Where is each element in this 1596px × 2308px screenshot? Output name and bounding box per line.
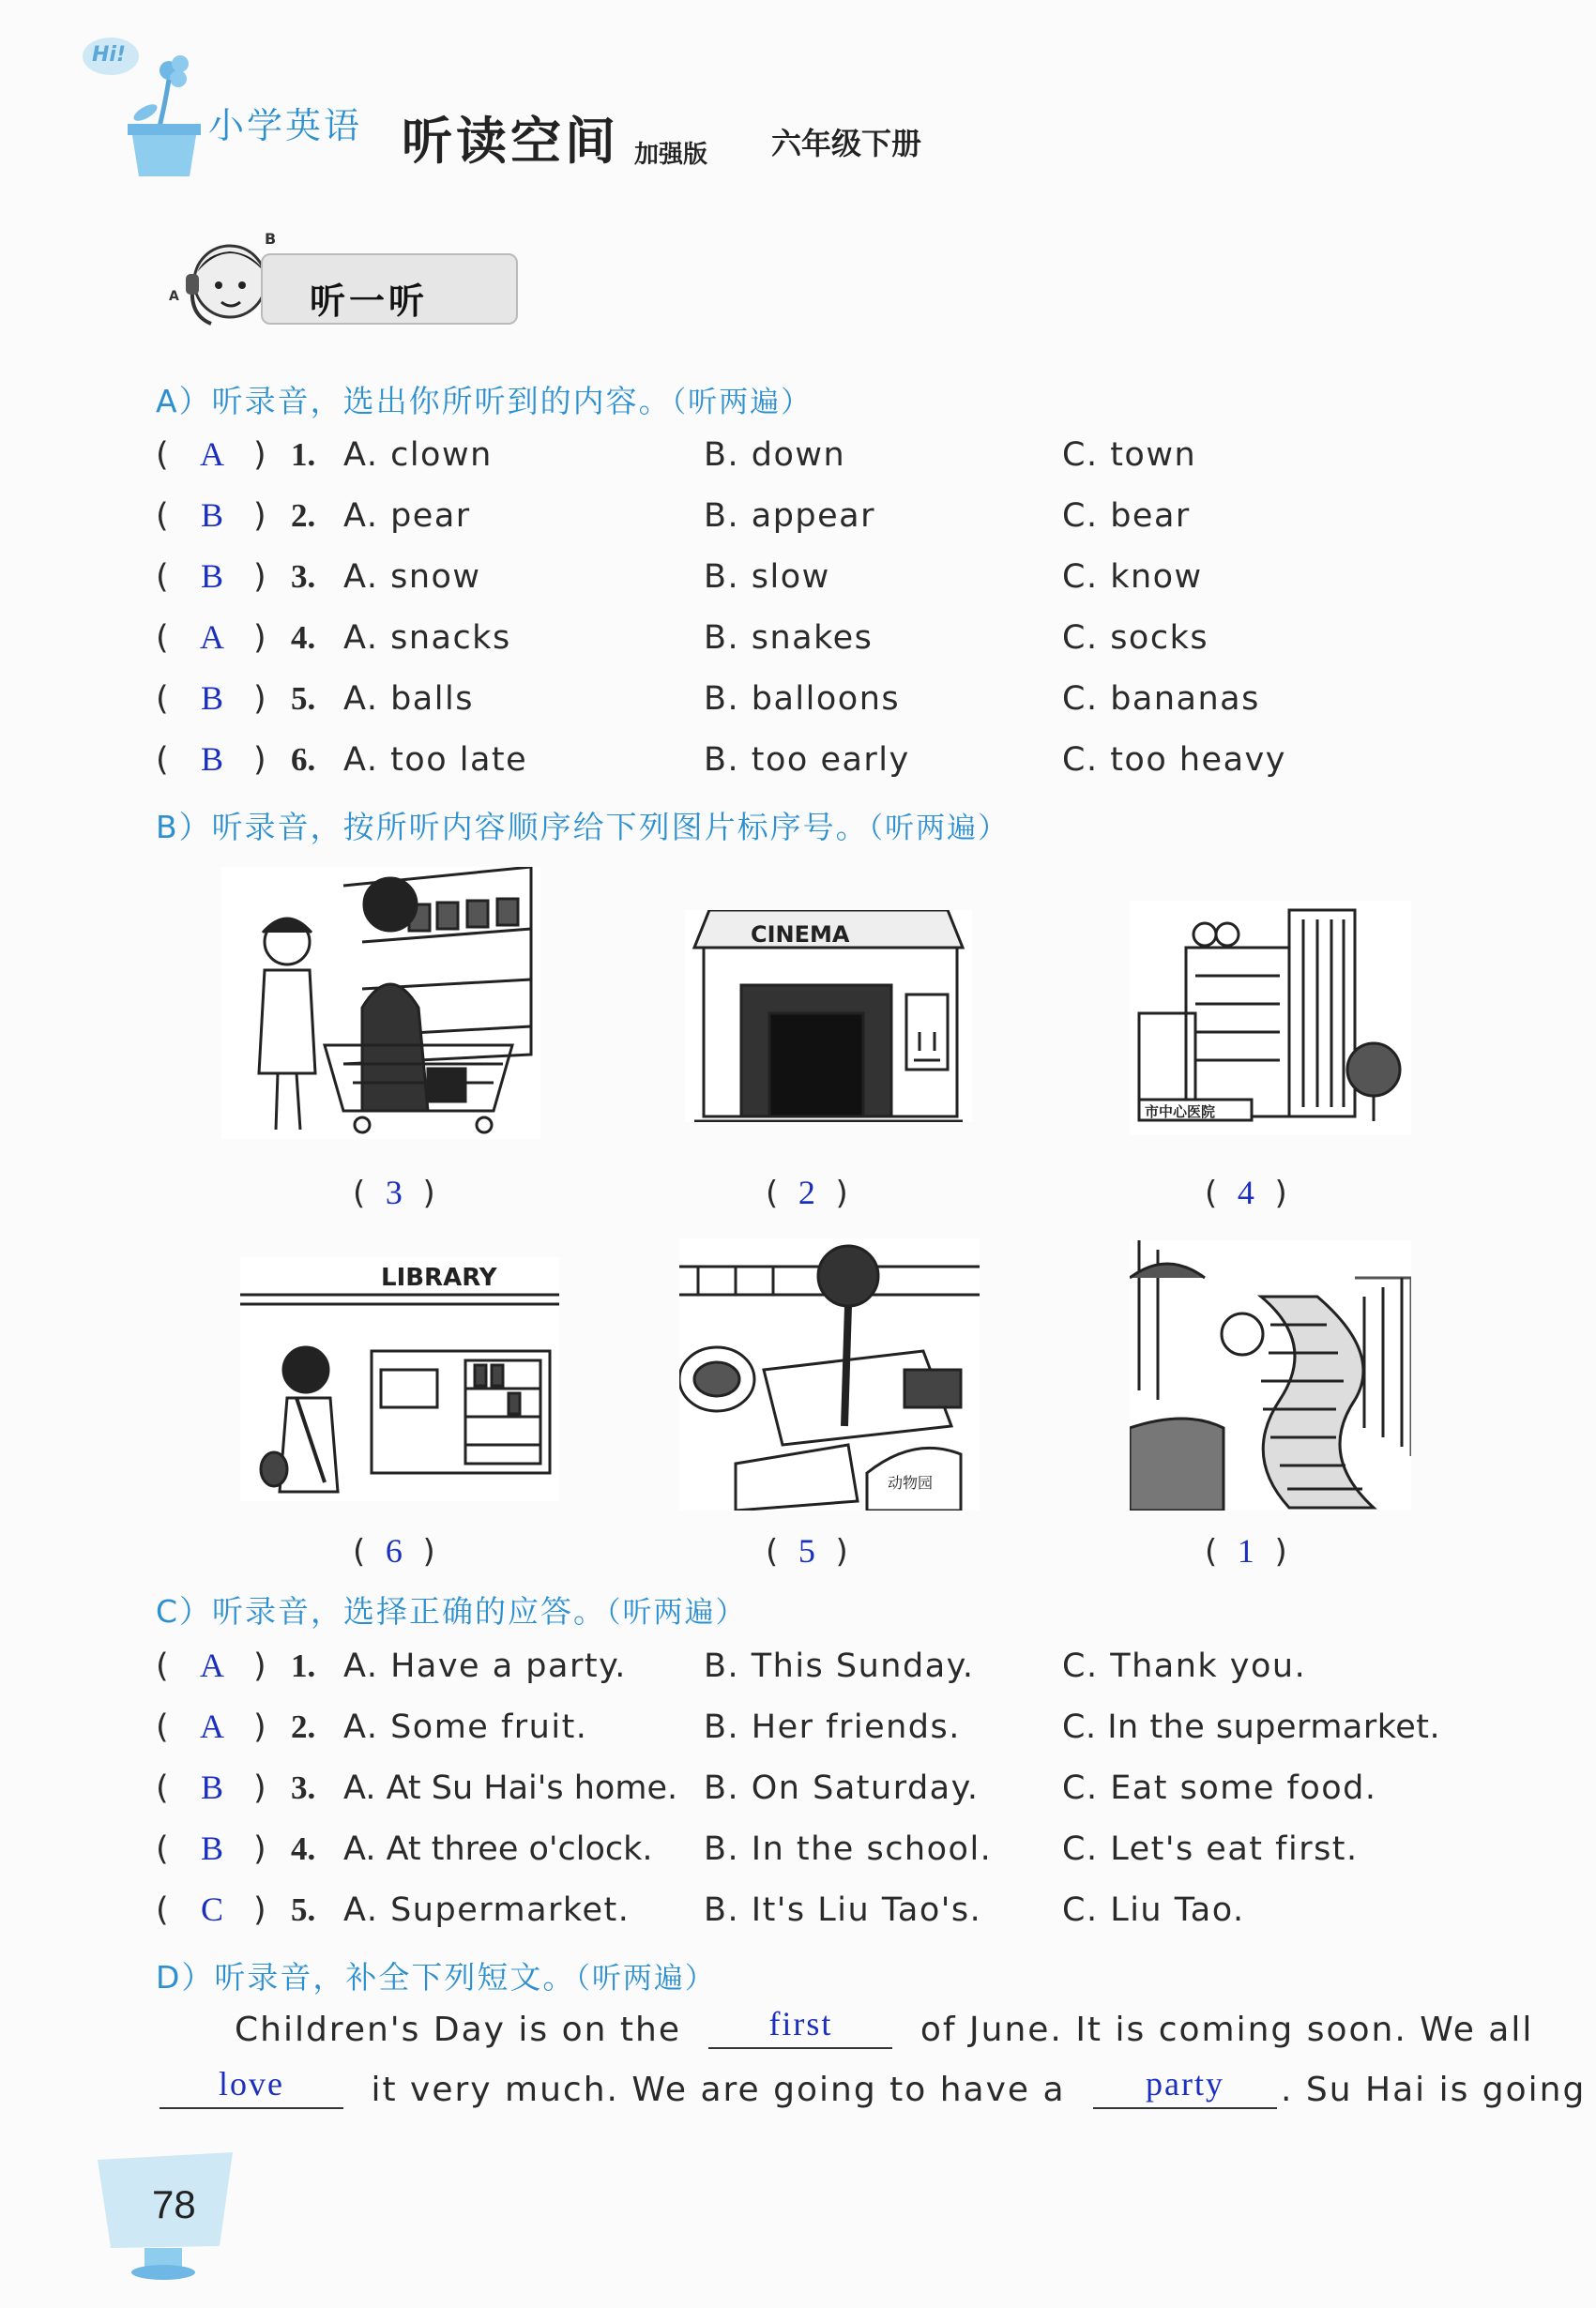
question-number: 5. [291, 1891, 316, 1928]
cinema-picture [685, 910, 972, 1122]
blank-3[interactable] [1093, 2065, 1277, 2109]
answer-bracket: ) [253, 741, 266, 779]
passage-line-1 [235, 2005, 1534, 2049]
picture-answer-supermarket: ( 3 ) [353, 1174, 435, 1212]
option-a: A. snacks [343, 619, 511, 657]
section-d-note: （听两遍） [575, 1962, 716, 1996]
answer-letter: B [200, 557, 223, 595]
answer-letter: B [200, 496, 223, 534]
blank-answer: party [1146, 2065, 1224, 2103]
option-b: B. down [704, 436, 846, 474]
answer-letter: A [200, 1647, 224, 1684]
picture-answer-zoo: ( 5 ) [766, 1532, 848, 1571]
question-number: 4. [291, 1830, 316, 1867]
question-number: 2. [291, 497, 316, 534]
passage-text: it very much. We are going to have a [371, 2071, 1066, 2109]
answer-bracket: ) [253, 1830, 266, 1868]
answer-bracket: ) [253, 1891, 266, 1929]
section-a-heading: A）听录音，选出你所听到的内容。 [156, 383, 672, 419]
question-number: 5. [291, 680, 316, 717]
option-c: C. bear [1062, 497, 1191, 535]
option-c: C. bananas [1062, 680, 1260, 718]
picture-number: 6 [385, 1532, 403, 1570]
answer-letter: A [200, 618, 224, 656]
answer-letter: A [200, 435, 224, 473]
option-b: B. On Saturday. [704, 1769, 980, 1807]
option-c: C. socks [1062, 619, 1209, 657]
blank-answer: love [219, 2065, 284, 2103]
answer-bracket: ) [253, 680, 266, 718]
blank-2[interactable] [160, 2065, 343, 2109]
hospital-picture [1130, 901, 1411, 1135]
option-c: C. Liu Tao. [1062, 1891, 1245, 1929]
option-b: B. It's Liu Tao's. [704, 1891, 982, 1929]
hospital-sign: 市中心医院 [1145, 1103, 1216, 1120]
supermarket-picture [221, 867, 540, 1139]
passage-text: Children's Day is on the [235, 2011, 681, 2049]
page-number: 78 [152, 2182, 196, 2226]
series-label: 小学英语 [208, 105, 363, 146]
section-b-note: （听两遍） [868, 812, 1010, 845]
answer-letter: B [200, 679, 223, 717]
answer-bracket: ( [156, 1647, 169, 1685]
option-c: C. town [1062, 436, 1197, 474]
option-a: A. Supermarket. [343, 1891, 631, 1929]
picture-number: 2 [798, 1174, 815, 1211]
picture-number: 1 [1237, 1532, 1254, 1570]
answer-bracket: ) [253, 558, 266, 596]
option-b: B. slow [704, 558, 830, 596]
passage-text: of June. It is coming soon. We all [920, 2011, 1534, 2049]
option-a: A. Some fruit. [343, 1708, 588, 1746]
answer-bracket: ( [156, 1708, 169, 1746]
answer-bracket: ( [156, 1830, 169, 1868]
option-c: C. In the supermarket. [1062, 1708, 1441, 1746]
option-a: A. balls [343, 680, 474, 718]
question-number: 4. [291, 619, 316, 656]
answer-bracket: ) [253, 1769, 266, 1807]
section-c-title [156, 1587, 747, 1632]
picture-answer-park: ( 1 ) [1205, 1532, 1287, 1571]
option-b: B. This Sunday. [704, 1647, 975, 1685]
option-a: A. At three o'clock. [343, 1830, 653, 1868]
hi-badge: Hi! [92, 43, 126, 67]
question-number: 2. [291, 1708, 316, 1745]
svg-text:B: B [265, 230, 277, 248]
answer-bracket: ( [156, 1891, 169, 1929]
option-a: A. Have a party. [343, 1647, 627, 1685]
picture-number: 4 [1237, 1174, 1254, 1211]
passage-line-2 [160, 2065, 1587, 2109]
section-b-heading: B）听录音，按所听内容顺序给下列图片标序号。 [156, 809, 869, 845]
edition-label: 加强版 [634, 141, 708, 169]
banner-label: 听一听 [310, 281, 429, 322]
answer-bracket: ) [253, 1647, 266, 1685]
question-number: 1. [291, 436, 316, 473]
option-b: B. too early [704, 741, 910, 779]
section-c-note: （听两遍） [606, 1596, 747, 1630]
library-picture [240, 1257, 559, 1501]
book-title: 听读空间 [402, 112, 619, 171]
cinema-sign: CINEMA [751, 921, 850, 948]
option-b: B. In the school. [704, 1830, 993, 1868]
question-number: 6. [291, 741, 316, 778]
picture-answer-library: ( 6 ) [353, 1532, 435, 1571]
picture-answer-cinema: ( 2 ) [766, 1174, 848, 1212]
page-number-badge [92, 2143, 242, 2284]
option-a: A. too late [343, 741, 528, 779]
answer-letter: B [200, 1769, 223, 1806]
option-c: C. Let's eat first. [1062, 1830, 1359, 1868]
park-picture [1130, 1240, 1411, 1511]
answer-letter: B [200, 1830, 223, 1867]
picture-answer-hospital: ( 4 ) [1205, 1174, 1287, 1212]
zoo-picture [679, 1238, 980, 1511]
blank-1[interactable] [708, 2005, 892, 2049]
section-a-note: （听两遍） [671, 386, 813, 419]
answer-bracket: ( [156, 436, 169, 474]
option-a: A. snow [343, 558, 481, 596]
option-c: C. Eat some food. [1062, 1769, 1377, 1807]
passage-text: . Su Hai is going [1281, 2071, 1587, 2109]
question-number: 1. [291, 1647, 316, 1684]
question-number: 3. [291, 1769, 316, 1806]
picture-number: 5 [798, 1532, 815, 1570]
blank-answer: first [768, 2005, 833, 2042]
question-number: 3. [291, 558, 316, 595]
answer-letter: C [200, 1890, 223, 1928]
option-b: B. appear [704, 497, 876, 535]
option-b: B. balloons [704, 680, 901, 718]
option-a: A. pear [343, 497, 471, 535]
answer-bracket: ( [156, 680, 169, 718]
section-a-title [156, 377, 812, 421]
section-d-heading: D）听录音，补全下列短文。 [156, 1959, 576, 1996]
option-c: C. Thank you. [1062, 1647, 1307, 1685]
answer-bracket: ( [156, 558, 169, 596]
picture-number: 3 [385, 1174, 403, 1211]
answer-bracket: ( [156, 497, 169, 535]
svg-text:A: A [169, 289, 179, 304]
section-d-title [156, 1953, 716, 1997]
listen-banner [160, 225, 535, 338]
answer-bracket: ) [253, 1708, 266, 1746]
answer-bracket: ) [253, 619, 266, 657]
answer-letter: A [200, 1708, 224, 1745]
option-b: B. snakes [704, 619, 874, 657]
option-a: A. At Su Hai's home. [343, 1769, 678, 1807]
section-b-title [156, 803, 1009, 847]
answer-bracket: ( [156, 619, 169, 657]
section-c-heading: C）听录音，选择正确的应答。 [156, 1593, 607, 1630]
grade-label: 六年级下册 [771, 126, 922, 161]
answer-bracket: ) [253, 436, 266, 474]
answer-bracket: ( [156, 741, 169, 779]
header [0, 0, 1596, 178]
answer-letter: B [200, 740, 223, 778]
option-c: C. too heavy [1062, 741, 1286, 779]
library-sign: LIBRARY [381, 1264, 497, 1292]
answer-bracket: ( [156, 1769, 169, 1807]
zoo-sign: 动物园 [888, 1474, 934, 1492]
option-a: A. clown [343, 436, 493, 474]
answer-bracket: ) [253, 497, 266, 535]
option-b: B. Her friends. [704, 1708, 961, 1746]
option-c: C. know [1062, 558, 1203, 596]
